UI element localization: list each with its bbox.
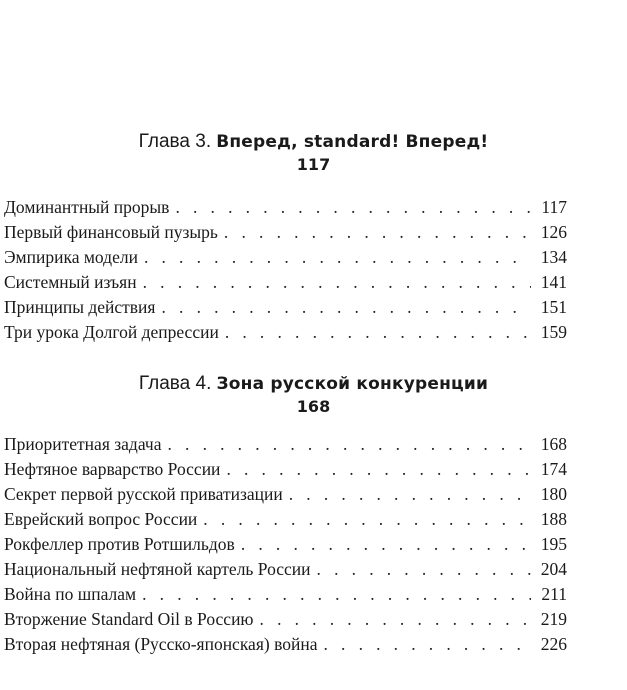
- toc-entry[interactable]: [0, 507, 567, 532]
- toc-entry-title: Национальный нефтяной картель России: [4, 559, 311, 579]
- dot-leader: [241, 532, 531, 557]
- chapter-title: Зона русской конкуренции: [216, 374, 489, 394]
- dot-leader: [203, 507, 531, 532]
- dot-leader: [225, 320, 531, 345]
- dot-leader: [144, 245, 531, 270]
- toc-entry-page: 188: [540, 509, 567, 529]
- chapter-page-number: 117: [296, 155, 331, 174]
- toc-entry-title: Принципы действия: [4, 297, 156, 317]
- chapter-3-heading-block: [0, 130, 627, 176]
- toc-entry[interactable]: [0, 532, 567, 557]
- toc-entry-page: 141: [540, 272, 567, 292]
- toc-entry-page: 168: [540, 434, 567, 454]
- dot-leader: [161, 295, 531, 320]
- chapter-number: Глава 4.: [138, 373, 212, 394]
- toc-entry[interactable]: [0, 457, 567, 482]
- toc-entry-title: Эмпирика модели: [4, 247, 138, 267]
- toc-entry[interactable]: [0, 582, 567, 607]
- toc-entry-title: Приоритетная задача: [4, 434, 162, 454]
- dot-leader: [323, 632, 531, 657]
- dot-leader: [143, 270, 531, 295]
- toc-entry-page: 117: [541, 197, 567, 217]
- dot-leader: [317, 557, 531, 582]
- dot-leader: [260, 607, 531, 632]
- toc-entry-page: 204: [540, 559, 567, 579]
- toc-entry-page: 226: [540, 634, 567, 654]
- toc-entry[interactable]: [0, 432, 567, 457]
- toc-entry-page: 195: [540, 534, 567, 554]
- toc-entry-title: Первый финансовый пузырь: [4, 222, 218, 242]
- toc-entry-title: Секрет первой русской приватизации: [4, 484, 283, 504]
- toc-entry-title: Доминантный прорыв: [4, 197, 170, 217]
- toc-entry-page: 126: [540, 222, 567, 242]
- dot-leader: [226, 457, 531, 482]
- toc-entry-page: 174: [540, 459, 567, 479]
- toc-entry[interactable]: [0, 220, 567, 245]
- toc-entry-title: Три урока Долгой депрессии: [4, 322, 219, 342]
- toc-entry-title: Системный изъян: [4, 272, 137, 292]
- dot-leader: [142, 582, 531, 607]
- toc-entry-page: 219: [540, 609, 567, 629]
- dot-leader: [175, 195, 531, 220]
- toc-entry[interactable]: [0, 607, 567, 632]
- toc-entry[interactable]: [0, 245, 567, 270]
- chapter-title: Вперед, standard! Вперед!: [216, 132, 489, 152]
- toc-entry[interactable]: [0, 195, 567, 220]
- chapter-4-heading-block: [0, 372, 627, 418]
- chapter-4-entries: [0, 432, 567, 657]
- chapter-3-entries: [0, 195, 567, 345]
- toc-entry-page: 180: [540, 484, 567, 504]
- toc-entry-page: 159: [540, 322, 567, 342]
- toc-entry-title: Еврейский вопрос России: [4, 509, 198, 529]
- toc-entry[interactable]: [0, 295, 567, 320]
- toc-entry-title: Нефтяное варварство России: [4, 459, 221, 479]
- toc-entry-page: 211: [541, 584, 567, 604]
- dot-leader: [289, 482, 531, 507]
- toc-entry[interactable]: [0, 482, 567, 507]
- toc-entry-page: 151: [540, 297, 567, 317]
- toc-entry-page: 134: [540, 247, 567, 267]
- toc-entry-title: Рокфеллер против Ротшильдов: [4, 534, 235, 554]
- toc-entry[interactable]: [0, 270, 567, 295]
- chapter-number: Глава 3.: [138, 131, 212, 152]
- toc-entry-title: Вторая нефтяная (Русско-японская) война: [4, 634, 318, 654]
- chapter-heading: [0, 130, 627, 154]
- chapter-page-number: 168: [296, 397, 331, 416]
- toc-entry-title: Вторжение Standard Oil в Россию: [4, 609, 254, 629]
- toc-entry[interactable]: [0, 632, 567, 657]
- toc-entry[interactable]: [0, 557, 567, 582]
- chapter-heading: [0, 372, 627, 396]
- dot-leader: [167, 432, 531, 457]
- dot-leader: [224, 220, 531, 245]
- toc-entry-title: Война по шпалам: [4, 584, 137, 604]
- toc-entry[interactable]: [0, 320, 567, 345]
